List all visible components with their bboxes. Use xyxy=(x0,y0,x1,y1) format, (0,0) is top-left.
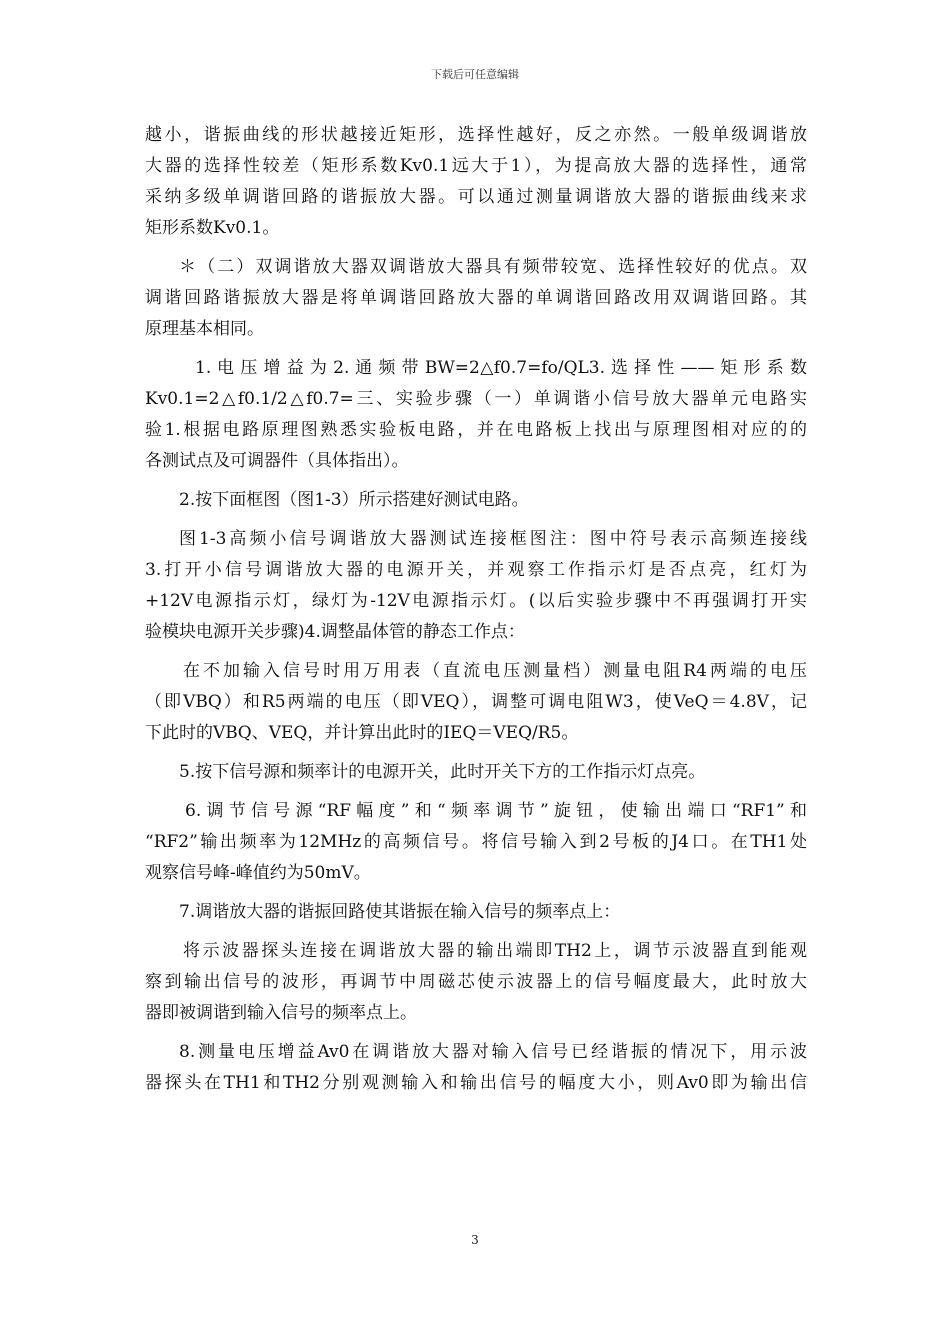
text-line: 6.调节信号源“RF幅度”和“频率调节”旋钮，使输出端口“RF1”和 xyxy=(185,801,807,821)
paragraph xyxy=(145,656,807,749)
text-line: Kv0.1=2△f0.1/2△f0.7=三、实验步骤（一）单调谐小信号放大器单元电路实 xyxy=(145,389,807,409)
page-header: 下载后可任意编辑 xyxy=(431,68,519,81)
text-line: 5.按下信号源和频率计的电源开关，此时开关下方的工作指示灯点亮。 xyxy=(179,762,706,782)
text-line: 图1-3高频小信号调谐放大器测试连接框图注：图中符号表示高频连接线 xyxy=(179,529,807,549)
text-line: 观察信号峰-峰值约为50mV。 xyxy=(145,863,371,883)
text-line: 越小，谐振曲线的形状越接近矩形，选择性越好，反之亦然。一般单级调谐放 xyxy=(145,125,807,145)
text-line: 8.测量电压增益Av0在调谐放大器对输入信号已经谐振的情况下，用示波 xyxy=(179,1042,807,1062)
text-line: 7.调谐放大器的谐振回路使其谐振在输入信号的频率点上： xyxy=(179,902,621,922)
text-line: 原理基本相同。 xyxy=(145,319,264,339)
document-body xyxy=(145,120,807,1099)
text-line: 器探头在TH1和TH2分别观测输入和输出信号的幅度大小，则Av0即为输出信 xyxy=(145,1073,807,1093)
text-line: 在不加输入信号时用万用表（直流电压测量档）测量电阻R4两端的电压 xyxy=(183,661,807,681)
paragraph xyxy=(145,353,807,477)
text-line: 矩形系数Kv0.1。 xyxy=(145,218,280,238)
text-line: “RF2”输出频率为12MHz的高频信号。将信号输入到2号板的J4口。在TH1处 xyxy=(145,832,807,852)
text-line: ＊（二）双调谐放大器双调谐放大器具有频带较宽、选择性较好的优点。双 xyxy=(179,257,807,277)
text-line: 器即被调谐到输入信号的频率点上。 xyxy=(145,1003,417,1023)
page-number: 3 xyxy=(471,1233,479,1247)
text-line: 察到输出信号的波形，再调节中周磁芯使示波器上的信号幅度最大，此时放大 xyxy=(145,972,807,992)
paragraph xyxy=(145,757,807,788)
text-line: 下此时的VBQ、VEQ，并计算出此时的IEQ＝VEQ/R5。 xyxy=(145,723,579,743)
paragraph xyxy=(145,936,807,1029)
text-line: 验1.根据电路原理图熟悉实验板电路，并在电路板上找出与原理图相对应的的 xyxy=(145,420,807,440)
text-line: +12V电源指示灯，绿灯为-12V电源指示灯。(以后实验步骤中不再强调打开实 xyxy=(145,591,807,611)
text-line: 采纳多级单调谐回路的谐振放大器。可以通过测量调谐放大器的谐振曲线来求 xyxy=(145,187,807,207)
text-line: 各测试点及可调器件（具体指出）。 xyxy=(145,451,409,471)
paragraph xyxy=(145,120,807,244)
text-line: 验模块电源开关步骤)4.调整晶体管的静态工作点： xyxy=(145,622,525,642)
text-line: 将示波器探头连接在调谐放大器的输出端即TH2上，调节示波器直到能观 xyxy=(183,941,807,961)
paragraph xyxy=(145,524,807,648)
text-line: 3.打开小信号调谐放大器的电源开关，并观察工作指示灯是否点亮，红灯为 xyxy=(145,560,807,580)
text-line: 调谐回路谐振放大器是将单调谐回路放大器的单调谐回路改用双调谐回路。其 xyxy=(145,288,807,308)
text-line: （即VBQ）和R5两端的电压（即VEQ），调整可调电阻W3，使VeQ＝4.8V，记 xyxy=(145,692,807,712)
paragraph xyxy=(145,1037,807,1099)
text-line: 大器的选择性较差（矩形系数Kv0.1远大于1），为提高放大器的选择性，通常 xyxy=(145,156,807,176)
text-line: 1. 电 压 增 益 为 2. 通 频 带 BW=2△f0.7=fo/QL3. 选 择 性 —— 矩 形 系 数 xyxy=(195,358,807,378)
paragraph xyxy=(145,897,807,928)
text-line: 2.按下面框图（图1-3）所示搭建好测试电路。 xyxy=(179,490,529,510)
paragraph xyxy=(145,485,807,516)
paragraph xyxy=(145,796,807,889)
paragraph xyxy=(145,252,807,345)
